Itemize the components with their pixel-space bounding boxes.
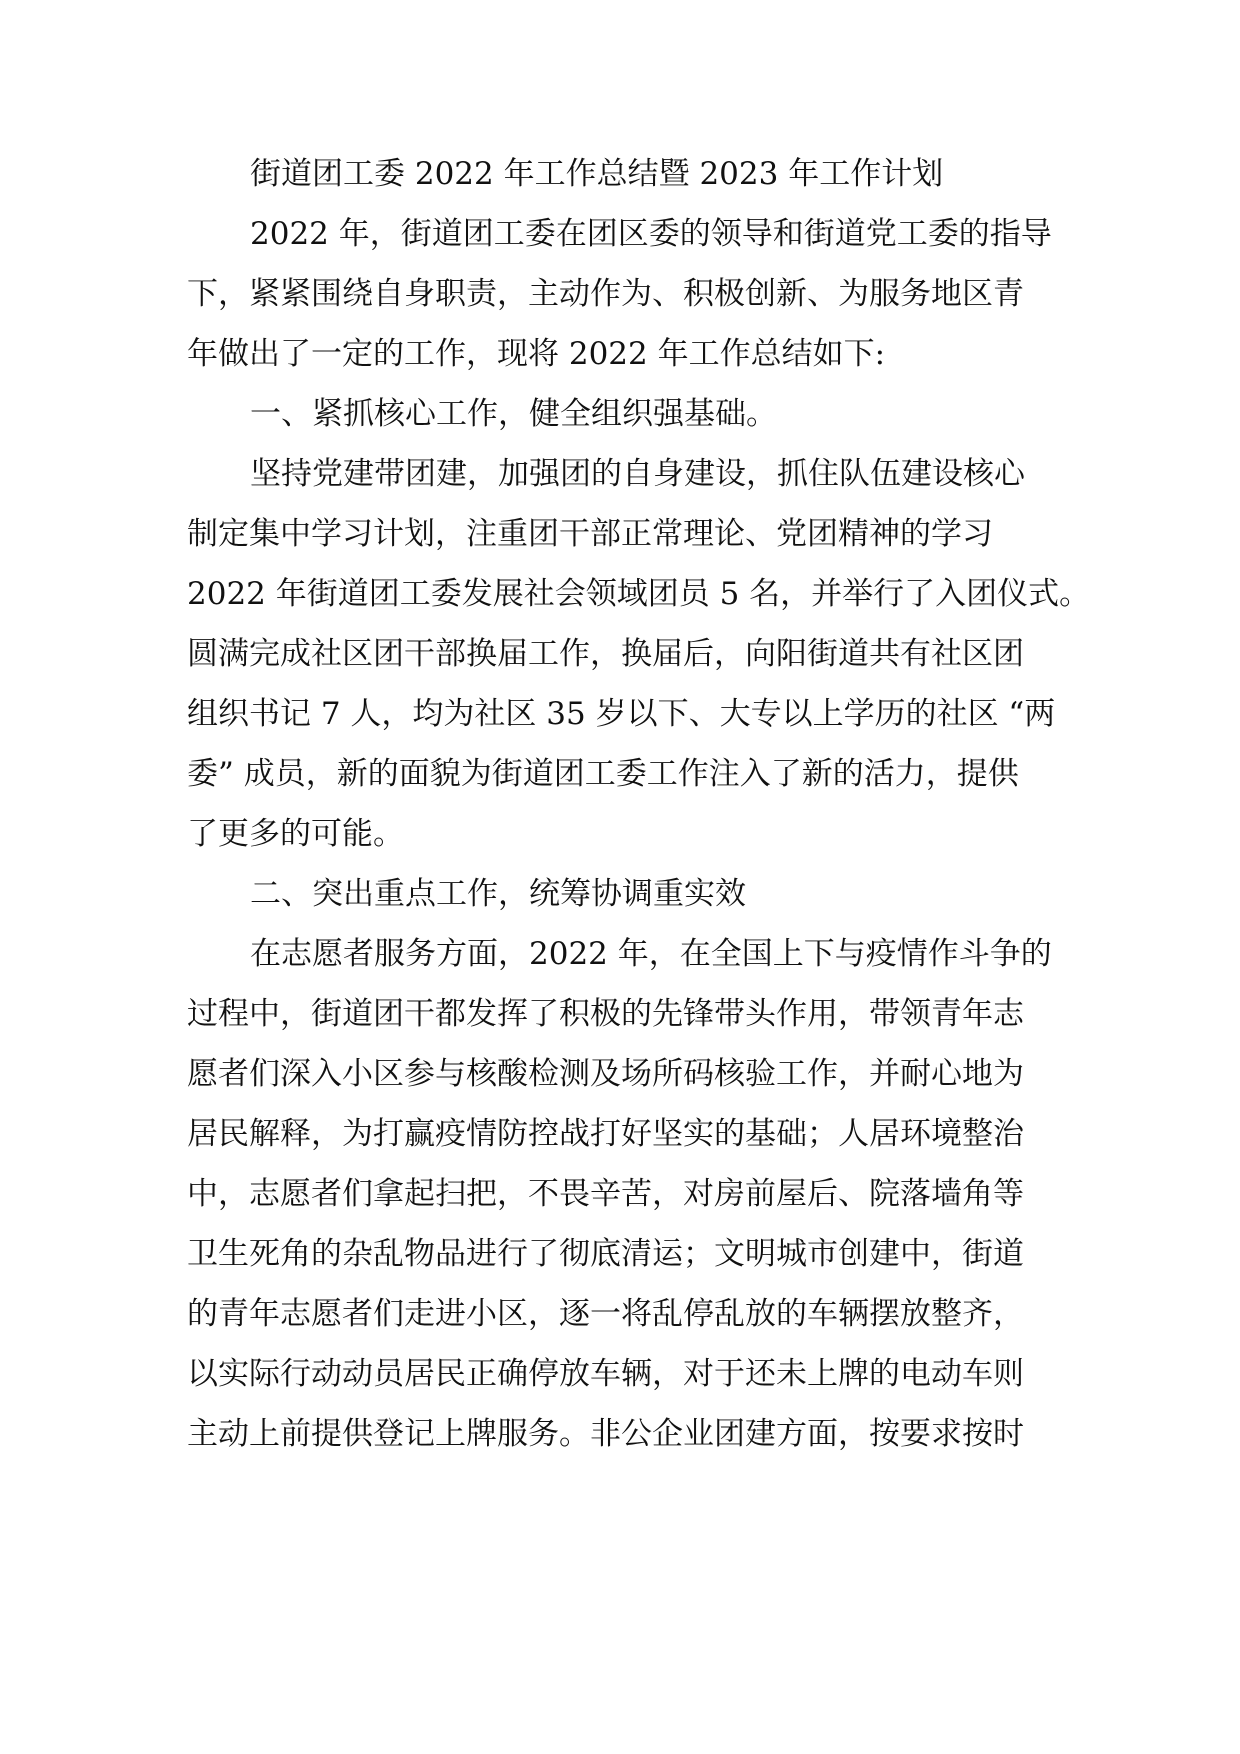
paragraph-line: 坚持党建带团建，加强团的自身建设，抓住队伍建设核心 [250,456,1025,492]
paragraph-line: 过程中，街道团干都发挥了积极的先锋带头作用，带领青年志 [187,996,1024,1032]
section-heading: 一、紧抓核心工作，健全组织强基础。 [250,396,777,432]
paragraph-line: 以实际行动动员居民正确停放车辆，对于还未上牌的电动车则 [187,1356,1024,1392]
paragraph-line: 卫生死角的杂乱物品进行了彻底清运；文明城市创建中，街道 [187,1236,1024,1272]
paragraph-line: 愿者们深入小区参与核酸检测及场所码核验工作，并耐心地为 [187,1056,1024,1092]
paragraph-line: 圆满完成社区团干部换届工作，换届后，向阳街道共有社区团 [187,636,1024,672]
paragraph-line: 2022 年街道团工委发展社会领域团员 5 名，并举行了入团仪式。 [187,576,1091,612]
paragraph-line: 居民解释，为打赢疫情防控战打好坚实的基础；人居环境整治 [187,1116,1024,1152]
paragraph-line: 委” 成员，新的面貌为街道团工委工作注入了新的活力，提供 [187,756,1019,792]
paragraph-line: 2022 年，街道团工委在团区委的领导和街道党工委的指导 [250,216,1052,252]
paragraph-line: 年做出了一定的工作，现将 2022 年工作总结如下: [187,336,886,372]
paragraph-line: 中，志愿者们拿起扫把，不畏辛苦，对房前屋后、院落墙角等 [187,1176,1024,1212]
document-title: 街道团工委 2022 年工作总结暨 2023 年工作计划 [250,156,944,192]
paragraph-line: 在志愿者服务方面，2022 年，在全国上下与疫情作斗争的 [250,936,1052,972]
paragraph-line: 的青年志愿者们走进小区，逐一将乱停乱放的车辆摆放整齐， [187,1296,1024,1332]
paragraph-line: 下，紧紧围绕自身职责，主动作为、积极创新、为服务地区青 [187,276,1024,312]
paragraph-line: 主动上前提供登记上牌服务。非公企业团建方面，按要求按时 [187,1416,1024,1452]
paragraph-line: 制定集中学习计划，注重团干部正常理论、党团精神的学习 [187,516,993,552]
section-heading: 二、突出重点工作，统筹协调重实效 [250,876,746,912]
paragraph-line: 了更多的可能。 [187,816,404,852]
paragraph-line: 组织书记 7 人，均为社区 35 岁以下、大专以上学历的社区 “两 [187,696,1056,732]
